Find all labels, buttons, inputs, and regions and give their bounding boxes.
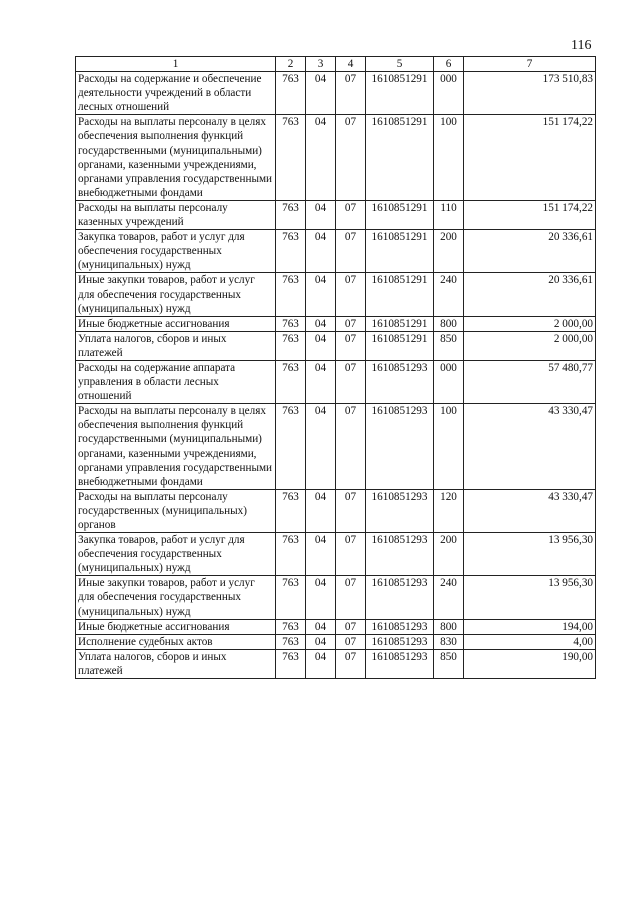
row-gr-cell: 763 (276, 331, 306, 360)
row-pr-cell: 07 (336, 331, 366, 360)
row-amount-cell: 20 336,61 (464, 230, 596, 273)
row-rz-cell: 04 (306, 200, 336, 229)
row-vr-cell: 200 (434, 230, 464, 273)
row-rz-cell: 04 (306, 331, 336, 360)
row-name-cell: Иные закупки товаров, работ и услуг для обеспечения государственных (муниципальных) нужд (76, 576, 276, 619)
row-rz-cell: 04 (306, 273, 336, 316)
row-vr-cell: 800 (434, 619, 464, 634)
row-name-cell: Расходы на выплаты персоналу государственных (муниципальных) органов (76, 489, 276, 532)
row-gr-cell: 763 (276, 404, 306, 490)
row-csr-cell: 1610851293 (366, 360, 434, 403)
row-gr-cell: 763 (276, 200, 306, 229)
row-vr-cell: 000 (434, 360, 464, 403)
row-vr-cell: 120 (434, 489, 464, 532)
row-pr-cell: 07 (336, 72, 366, 115)
row-name-cell: Расходы на содержание аппарата управления в области лесных отношений (76, 360, 276, 403)
column-header-gr: 2 (276, 57, 306, 72)
table-row (76, 533, 596, 576)
row-pr-cell: 07 (336, 316, 366, 331)
row-csr-cell: 1610851291 (366, 316, 434, 331)
row-pr-cell: 07 (336, 360, 366, 403)
row-name-cell: Уплата налогов, сборов и иных платежей (76, 331, 276, 360)
row-amount-cell: 2 000,00 (464, 316, 596, 331)
row-amount-cell: 43 330,47 (464, 489, 596, 532)
row-amount-cell: 57 480,77 (464, 360, 596, 403)
row-amount-cell: 173 510,83 (464, 72, 596, 115)
row-pr-cell: 07 (336, 404, 366, 490)
row-gr-cell: 763 (276, 316, 306, 331)
row-pr-cell: 07 (336, 273, 366, 316)
table-row (76, 404, 596, 490)
row-pr-cell: 07 (336, 576, 366, 619)
row-gr-cell: 763 (276, 576, 306, 619)
row-gr-cell: 763 (276, 619, 306, 634)
row-pr-cell: 07 (336, 533, 366, 576)
row-amount-cell: 13 956,30 (464, 533, 596, 576)
row-vr-cell: 850 (434, 649, 464, 678)
table-row (76, 230, 596, 273)
row-name-cell: Иные бюджетные ассигнования (76, 619, 276, 634)
row-rz-cell: 04 (306, 360, 336, 403)
row-csr-cell: 1610851291 (366, 230, 434, 273)
row-rz-cell: 04 (306, 634, 336, 649)
table-row (76, 360, 596, 403)
page-number: 116 (571, 38, 592, 53)
row-name-cell: Иные бюджетные ассигнования (76, 316, 276, 331)
row-amount-cell: 13 956,30 (464, 576, 596, 619)
column-header-vr: 6 (434, 57, 464, 72)
row-csr-cell: 1610851291 (366, 200, 434, 229)
column-header-pr: 4 (336, 57, 366, 72)
row-gr-cell: 763 (276, 115, 306, 201)
row-gr-cell: 763 (276, 273, 306, 316)
row-name-cell: Расходы на содержание и обеспечение деятельности учреждений в области лесных отношений (76, 72, 276, 115)
row-rz-cell: 04 (306, 649, 336, 678)
row-vr-cell: 100 (434, 115, 464, 201)
table-row (76, 273, 596, 316)
row-gr-cell: 763 (276, 533, 306, 576)
row-name-cell: Расходы на выплаты персоналу в целях обеспечения выполнения функций государственными (муниципальными) органами, казенными учреждениями, органами управления государственными внебюджетными фондами (76, 404, 276, 490)
row-csr-cell: 1610851293 (366, 533, 434, 576)
table-row (76, 649, 596, 678)
row-rz-cell: 04 (306, 72, 336, 115)
row-name-cell: Уплата налогов, сборов и иных платежей (76, 649, 276, 678)
table-row (76, 115, 596, 201)
row-gr-cell: 763 (276, 634, 306, 649)
row-csr-cell: 1610851293 (366, 576, 434, 619)
table-row (76, 489, 596, 532)
row-pr-cell: 07 (336, 115, 366, 201)
column-header-csr: 5 (366, 57, 434, 72)
row-rz-cell: 04 (306, 115, 336, 201)
row-csr-cell: 1610851291 (366, 331, 434, 360)
column-header-rz: 3 (306, 57, 336, 72)
row-vr-cell: 100 (434, 404, 464, 490)
row-pr-cell: 07 (336, 489, 366, 532)
row-csr-cell: 1610851293 (366, 619, 434, 634)
row-name-cell: Закупка товаров, работ и услуг для обеспечения государственных (муниципальных) нужд (76, 533, 276, 576)
row-rz-cell: 04 (306, 533, 336, 576)
row-vr-cell: 240 (434, 273, 464, 316)
row-amount-cell: 43 330,47 (464, 404, 596, 490)
table-row (76, 200, 596, 229)
budget-table (75, 56, 596, 679)
row-rz-cell: 04 (306, 316, 336, 331)
row-gr-cell: 763 (276, 72, 306, 115)
row-vr-cell: 110 (434, 200, 464, 229)
row-name-cell: Исполнение судебных актов (76, 634, 276, 649)
row-gr-cell: 763 (276, 489, 306, 532)
row-rz-cell: 04 (306, 230, 336, 273)
row-amount-cell: 151 174,22 (464, 200, 596, 229)
row-amount-cell: 20 336,61 (464, 273, 596, 316)
row-rz-cell: 04 (306, 489, 336, 532)
row-pr-cell: 07 (336, 634, 366, 649)
table-row (76, 316, 596, 331)
row-pr-cell: 07 (336, 649, 366, 678)
row-pr-cell: 07 (336, 619, 366, 634)
row-csr-cell: 1610851293 (366, 634, 434, 649)
row-csr-cell: 1610851291 (366, 72, 434, 115)
row-name-cell: Расходы на выплаты персоналу в целях обеспечения выполнения функций государственными (муниципальными) органами, казенными учреждениями, органами управления государственными внебюджетными фондами (76, 115, 276, 201)
column-header-name: 1 (76, 57, 276, 72)
row-vr-cell: 200 (434, 533, 464, 576)
row-csr-cell: 1610851291 (366, 115, 434, 201)
row-vr-cell: 000 (434, 72, 464, 115)
row-rz-cell: 04 (306, 404, 336, 490)
header-row (76, 57, 596, 72)
row-csr-cell: 1610851293 (366, 489, 434, 532)
row-rz-cell: 04 (306, 619, 336, 634)
table-row (76, 619, 596, 634)
row-gr-cell: 763 (276, 230, 306, 273)
row-amount-cell: 190,00 (464, 649, 596, 678)
table-row (76, 576, 596, 619)
row-amount-cell: 194,00 (464, 619, 596, 634)
row-csr-cell: 1610851293 (366, 649, 434, 678)
row-csr-cell: 1610851291 (366, 273, 434, 316)
row-gr-cell: 763 (276, 649, 306, 678)
row-name-cell: Закупка товаров, работ и услуг для обеспечения государственных (муниципальных) нужд (76, 230, 276, 273)
row-amount-cell: 151 174,22 (464, 115, 596, 201)
row-name-cell: Расходы на выплаты персоналу казенных учреждений (76, 200, 276, 229)
row-vr-cell: 240 (434, 576, 464, 619)
row-amount-cell: 2 000,00 (464, 331, 596, 360)
row-vr-cell: 850 (434, 331, 464, 360)
table-row (76, 331, 596, 360)
table-row (76, 634, 596, 649)
row-amount-cell: 4,00 (464, 634, 596, 649)
row-vr-cell: 830 (434, 634, 464, 649)
row-pr-cell: 07 (336, 200, 366, 229)
column-header-amount: 7 (464, 57, 596, 72)
row-rz-cell: 04 (306, 576, 336, 619)
row-gr-cell: 763 (276, 360, 306, 403)
row-pr-cell: 07 (336, 230, 366, 273)
table-row (76, 72, 596, 115)
row-name-cell: Иные закупки товаров, работ и услуг для обеспечения государственных (муниципальных) нужд (76, 273, 276, 316)
row-vr-cell: 800 (434, 316, 464, 331)
row-csr-cell: 1610851293 (366, 404, 434, 490)
